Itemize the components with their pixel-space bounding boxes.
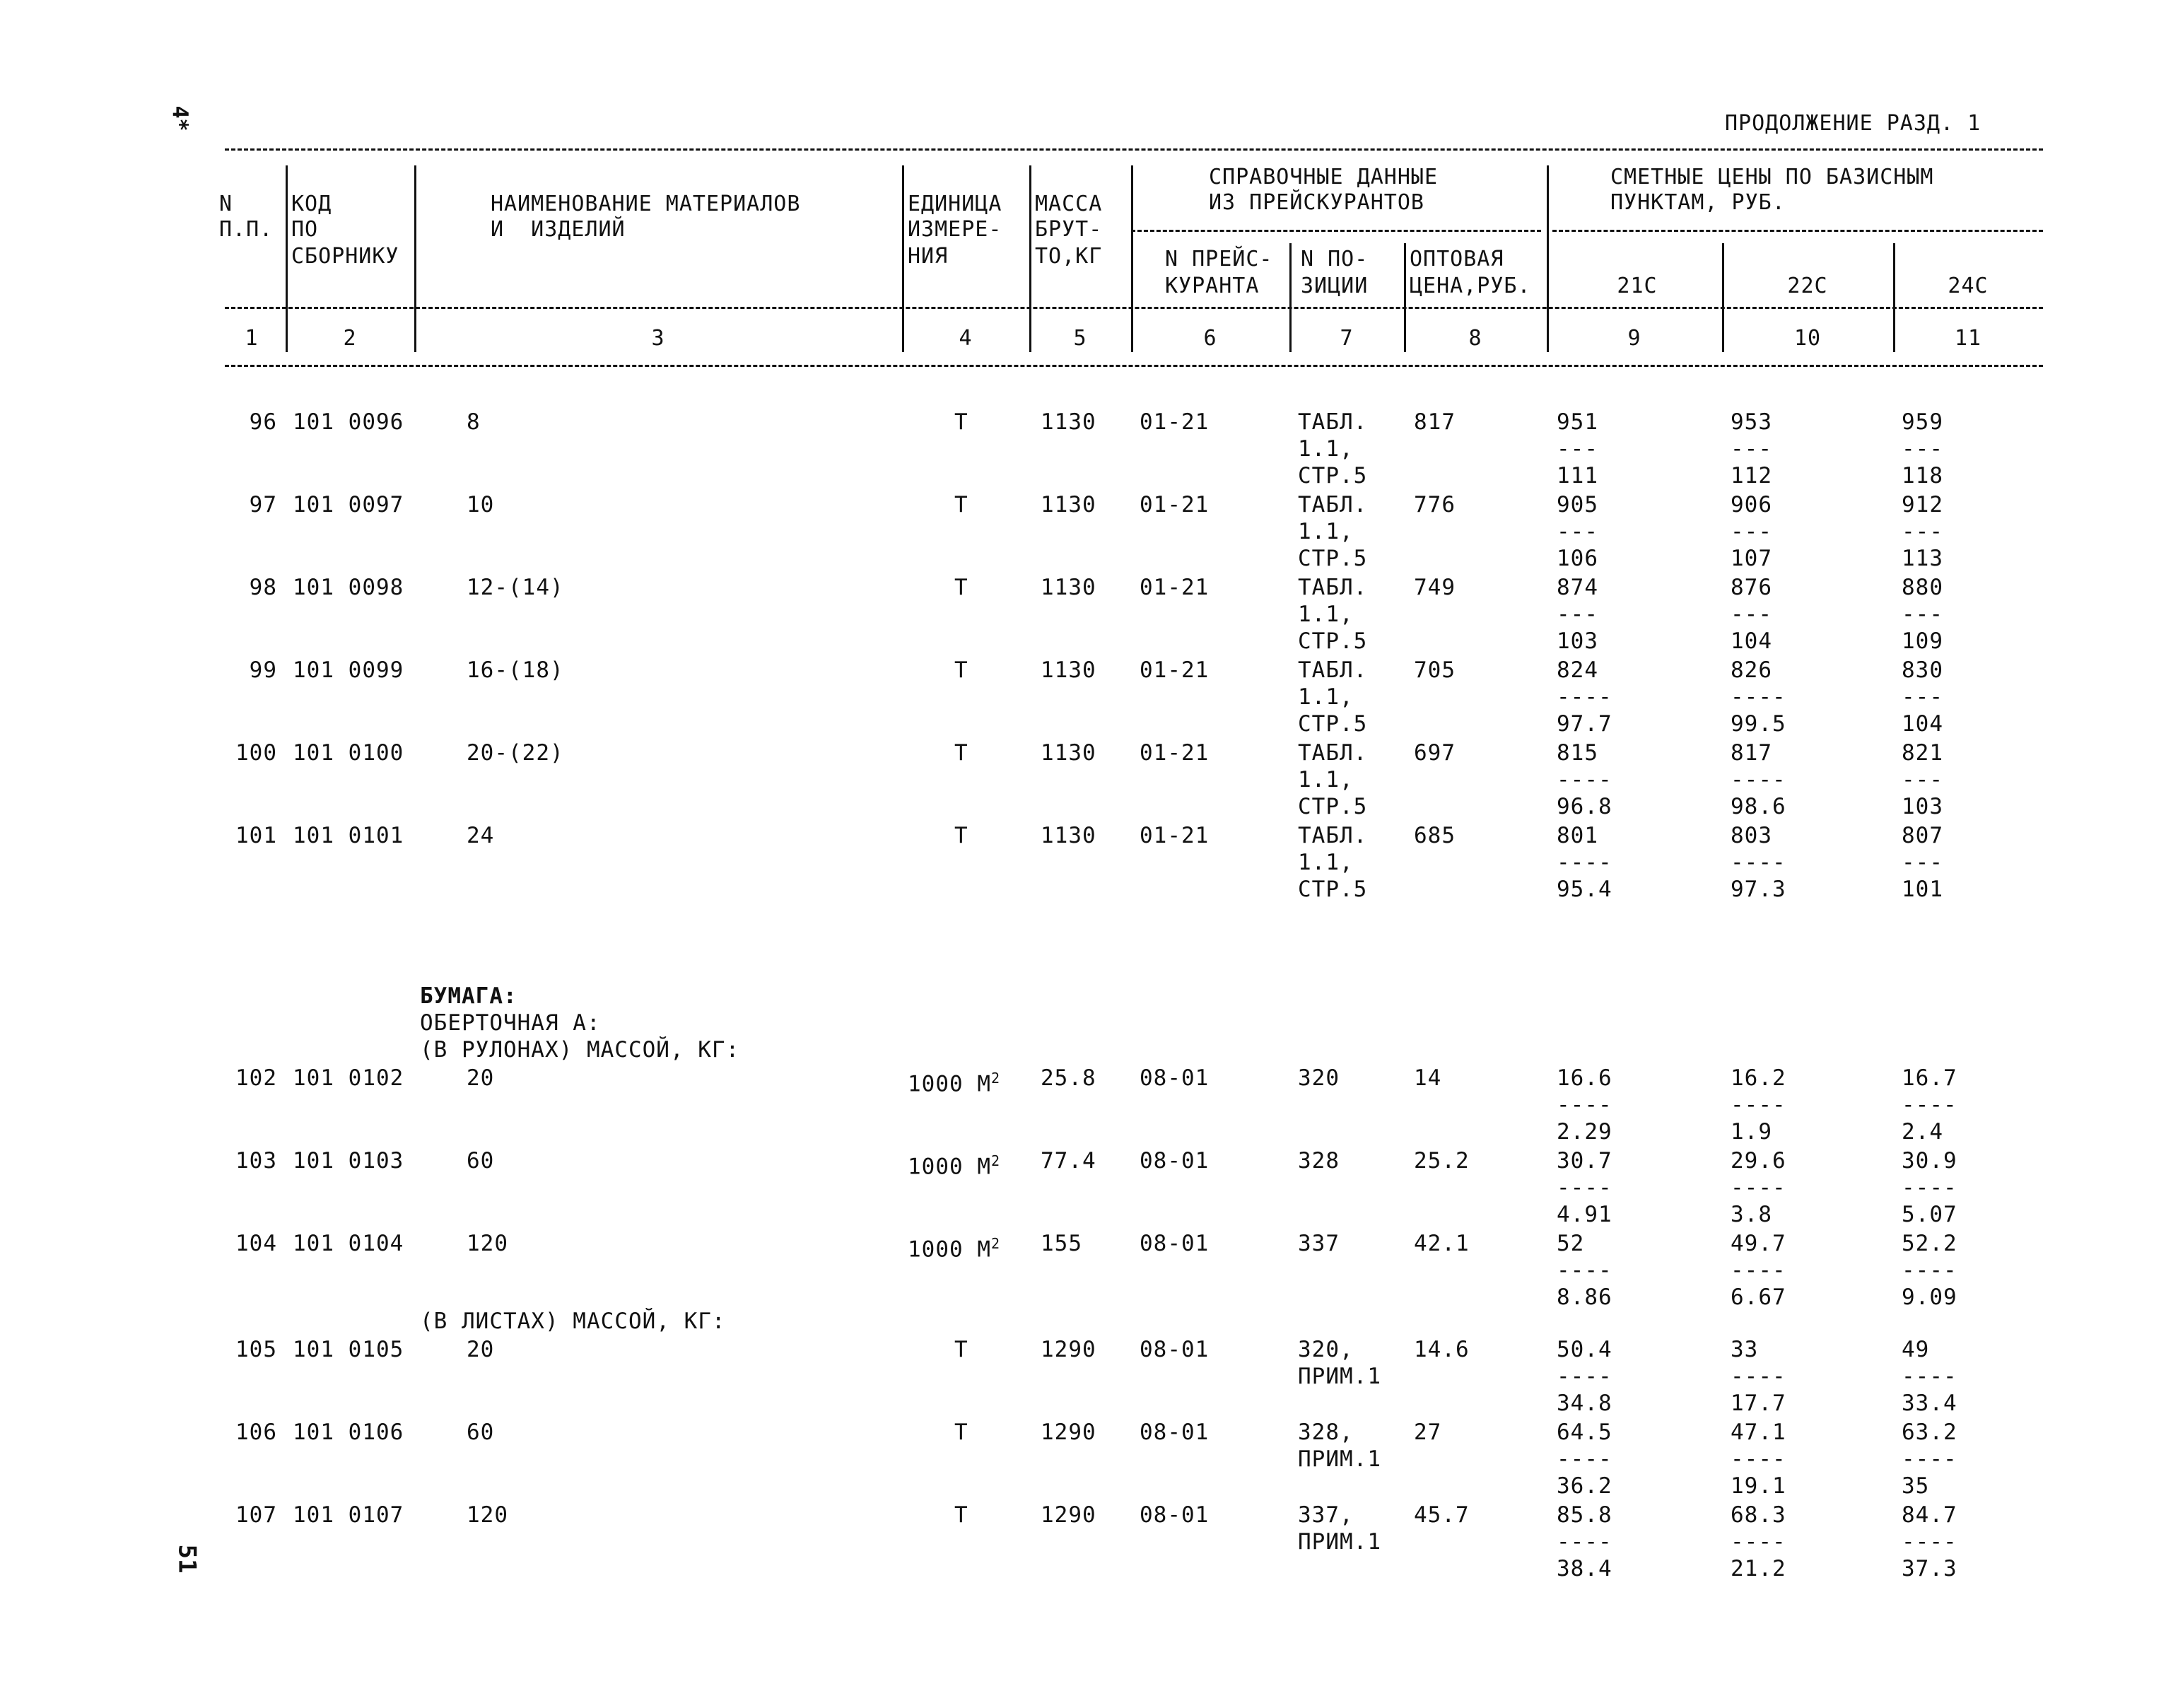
row-mass: 25.8 bbox=[1041, 1065, 1096, 1091]
header-col11: 24С bbox=[1948, 274, 1989, 298]
row-wholesale: 817 bbox=[1414, 409, 1456, 435]
price-24c: 52.2 bbox=[1902, 1231, 1957, 1256]
price-21c: 64.5 bbox=[1557, 1420, 1612, 1445]
price-24c: 5.07 bbox=[1902, 1202, 1957, 1227]
price-21c: ---- bbox=[1557, 767, 1612, 792]
price-24c: --- bbox=[1902, 602, 1943, 627]
row-position: СТР.5 bbox=[1298, 546, 1368, 571]
row-code: 101 0099 bbox=[293, 657, 404, 683]
row-unit: 1000 $М^2$ bbox=[908, 1152, 1001, 1180]
row-price-list: 08-01 bbox=[1140, 1337, 1210, 1362]
row-mass: 1130 bbox=[1041, 740, 1096, 766]
price-24c: 109 bbox=[1902, 628, 1943, 654]
price-22c: 112 bbox=[1731, 463, 1772, 489]
row-number: 103 bbox=[235, 1148, 277, 1174]
price-24c: --- bbox=[1902, 519, 1943, 544]
group-heading-rolls: (В РУЛОНАХ) МАССОЙ, КГ: bbox=[420, 1037, 740, 1063]
row-price-list: 08-01 bbox=[1140, 1420, 1210, 1445]
price-21c: ---- bbox=[1557, 1529, 1612, 1555]
row-price-list: 01-21 bbox=[1140, 492, 1210, 517]
unit-exponent: 2 bbox=[990, 1070, 1001, 1087]
row-position: СТР.5 bbox=[1298, 628, 1368, 654]
price-24c: 30.9 bbox=[1902, 1148, 1957, 1174]
col-number: 11 bbox=[1954, 326, 1982, 351]
price-21c: 815 bbox=[1557, 740, 1598, 766]
price-24c: ---- bbox=[1902, 1258, 1957, 1283]
row-position: 337 bbox=[1298, 1231, 1340, 1256]
price-22c: ---- bbox=[1731, 767, 1786, 792]
price-21c: 2.29 bbox=[1557, 1119, 1612, 1145]
header-col5-line3: ТО,КГ bbox=[1035, 244, 1103, 269]
row-position: 1.1, bbox=[1298, 519, 1354, 544]
price-21c: 16.6 bbox=[1557, 1065, 1612, 1091]
row-number: 105 bbox=[235, 1337, 277, 1362]
row-name: 24 bbox=[467, 823, 495, 848]
row-position: 320, bbox=[1298, 1337, 1354, 1362]
price-21c: ---- bbox=[1557, 1364, 1612, 1389]
row-unit: Т bbox=[954, 823, 968, 848]
price-21c: 4.91 bbox=[1557, 1202, 1612, 1227]
price-24c: 821 bbox=[1902, 740, 1943, 766]
row-number: 98 bbox=[249, 575, 277, 600]
row-number: 96 bbox=[249, 409, 277, 435]
row-wholesale: 27 bbox=[1414, 1420, 1442, 1445]
price-22c: ---- bbox=[1731, 850, 1786, 875]
row-unit: Т bbox=[954, 740, 968, 766]
row-mass: 1290 bbox=[1041, 1337, 1096, 1362]
row-position: СТР.5 bbox=[1298, 794, 1368, 819]
row-price-list: 01-21 bbox=[1140, 409, 1210, 435]
row-position: ТАБЛ. bbox=[1298, 492, 1368, 517]
row-position: 1.1, bbox=[1298, 684, 1354, 710]
row-name: 120 bbox=[467, 1231, 508, 1256]
col-number: 2 bbox=[343, 326, 357, 351]
corner-mark: 4* bbox=[167, 105, 192, 131]
row-wholesale: 14.6 bbox=[1414, 1337, 1470, 1362]
price-22c: ---- bbox=[1731, 684, 1786, 710]
row-unit: 1000 $М^2$ bbox=[908, 1235, 1001, 1263]
price-21c: --- bbox=[1557, 602, 1598, 627]
price-24c: 2.4 bbox=[1902, 1119, 1943, 1145]
header-col2-line2: ПО bbox=[291, 217, 319, 242]
row-position: СТР.5 bbox=[1298, 711, 1368, 737]
price-24c: 830 bbox=[1902, 657, 1943, 683]
row-number: 104 bbox=[235, 1231, 277, 1256]
unit-exponent: 2 bbox=[990, 1152, 1001, 1169]
row-mass: 1290 bbox=[1041, 1420, 1096, 1445]
price-24c: 37.3 bbox=[1902, 1556, 1957, 1581]
header-col1-line1: N bbox=[219, 192, 233, 216]
price-21c: 36.2 bbox=[1557, 1473, 1612, 1499]
header-col7-line2: ЗИЦИИ bbox=[1301, 274, 1369, 298]
row-wholesale: 45.7 bbox=[1414, 1502, 1470, 1528]
price-22c: 19.1 bbox=[1731, 1473, 1786, 1499]
page-number: 51 bbox=[172, 1544, 201, 1574]
row-name: 20 bbox=[467, 1065, 495, 1091]
row-name: 10 bbox=[467, 492, 495, 517]
row-name: 16-(18) bbox=[467, 657, 564, 683]
row-position: ТАБЛ. bbox=[1298, 823, 1368, 848]
row-wholesale: 697 bbox=[1414, 740, 1456, 766]
price-22c: 29.6 bbox=[1731, 1148, 1786, 1174]
price-21c: ---- bbox=[1557, 1258, 1612, 1283]
price-24c: 84.7 bbox=[1902, 1502, 1957, 1528]
row-position: ПРИМ.1 bbox=[1298, 1364, 1381, 1389]
row-position: ПРИМ.1 bbox=[1298, 1446, 1381, 1472]
price-22c: ---- bbox=[1731, 1446, 1786, 1472]
header-col1-line2: П.П. bbox=[219, 217, 274, 242]
header-col4-line2: ИЗМЕРЕ- bbox=[908, 217, 1002, 242]
row-position: ПРИМ.1 bbox=[1298, 1529, 1381, 1555]
price-22c: ---- bbox=[1731, 1175, 1786, 1200]
price-22c: 99.5 bbox=[1731, 711, 1786, 737]
col-number: 4 bbox=[959, 326, 973, 351]
unit-exponent: 2 bbox=[990, 1235, 1001, 1252]
header-col7-line1: N ПО- bbox=[1301, 247, 1369, 271]
price-22c: 16.2 bbox=[1731, 1065, 1786, 1091]
row-mass: 1290 bbox=[1041, 1502, 1096, 1528]
price-21c: --- bbox=[1557, 436, 1598, 462]
price-21c: 103 bbox=[1557, 628, 1598, 654]
col-number: 6 bbox=[1203, 326, 1217, 351]
continuation-label: ПРОДОЛЖЕНИЕ РАЗД. 1 bbox=[1725, 111, 1981, 136]
row-position: СТР.5 bbox=[1298, 463, 1368, 489]
price-21c: 824 bbox=[1557, 657, 1598, 683]
row-unit: Т bbox=[954, 1502, 968, 1528]
price-24c: --- bbox=[1902, 767, 1943, 792]
row-wholesale: 749 bbox=[1414, 575, 1456, 600]
row-position: СТР.5 bbox=[1298, 877, 1368, 902]
col-number: 8 bbox=[1468, 326, 1482, 351]
header-col2-line1: КОД bbox=[291, 192, 332, 216]
header-col3-line2: И ИЗДЕЛИЙ bbox=[491, 217, 626, 242]
price-22c: 47.1 bbox=[1731, 1420, 1786, 1445]
col-number: 1 bbox=[245, 326, 259, 351]
price-24c: 35 bbox=[1902, 1473, 1930, 1499]
row-price-list: 08-01 bbox=[1140, 1502, 1210, 1528]
price-22c: 49.7 bbox=[1731, 1231, 1786, 1256]
price-22c: 104 bbox=[1731, 628, 1772, 654]
price-22c: ---- bbox=[1731, 1092, 1786, 1118]
row-name: 20-(22) bbox=[467, 740, 564, 766]
row-code: 101 0103 bbox=[293, 1148, 404, 1174]
price-21c: 34.8 bbox=[1557, 1391, 1612, 1416]
price-24c: --- bbox=[1902, 684, 1943, 710]
row-wholesale: 14 bbox=[1414, 1065, 1442, 1091]
price-21c: 50.4 bbox=[1557, 1337, 1612, 1362]
price-21c: 111 bbox=[1557, 463, 1598, 489]
price-21c: ---- bbox=[1557, 684, 1612, 710]
price-24c: 9.09 bbox=[1902, 1285, 1957, 1310]
row-code: 101 0102 bbox=[293, 1065, 404, 1091]
row-mass: 1130 bbox=[1041, 657, 1096, 683]
header-price-group-line1: СМЕТНЫЕ ЦЕНЫ ПО БАЗИСНЫМ bbox=[1610, 165, 1934, 189]
price-21c: 874 bbox=[1557, 575, 1598, 600]
price-22c: 906 bbox=[1731, 492, 1772, 517]
row-price-list: 08-01 bbox=[1140, 1065, 1210, 1091]
price-22c: 876 bbox=[1731, 575, 1772, 600]
price-24c: 113 bbox=[1902, 546, 1943, 571]
row-wholesale: 776 bbox=[1414, 492, 1456, 517]
row-code: 101 0097 bbox=[293, 492, 404, 517]
price-22c: 68.3 bbox=[1731, 1502, 1786, 1528]
price-22c: 953 bbox=[1731, 409, 1772, 435]
row-code: 101 0098 bbox=[293, 575, 404, 600]
price-22c: ---- bbox=[1731, 1529, 1786, 1555]
header-ref-group-line1: СПРАВОЧНЫЕ ДАННЫЕ bbox=[1209, 165, 1439, 189]
price-22c: 98.6 bbox=[1731, 794, 1786, 819]
row-name: 8 bbox=[467, 409, 481, 435]
row-price-list: 08-01 bbox=[1140, 1148, 1210, 1174]
col-divider bbox=[1029, 165, 1031, 352]
row-mass: 155 bbox=[1041, 1231, 1082, 1256]
price-24c: 912 bbox=[1902, 492, 1943, 517]
row-code: 101 0101 bbox=[293, 823, 404, 848]
row-mass: 1130 bbox=[1041, 492, 1096, 517]
price-24c: --- bbox=[1902, 850, 1943, 875]
price-24c: 103 bbox=[1902, 794, 1943, 819]
row-name: 120 bbox=[467, 1502, 508, 1528]
row-unit: Т bbox=[954, 492, 968, 517]
col-divider bbox=[286, 165, 288, 352]
price-22c: ---- bbox=[1731, 1364, 1786, 1389]
row-wholesale: 42.1 bbox=[1414, 1231, 1470, 1256]
header-col5-line1: МАССА bbox=[1035, 192, 1103, 216]
col-number: 3 bbox=[651, 326, 665, 351]
header-col6-line1: N ПРЕЙС- bbox=[1165, 247, 1273, 271]
price-24c: 63.2 bbox=[1902, 1420, 1957, 1445]
row-price-list: 01-21 bbox=[1140, 575, 1210, 600]
price-22c: --- bbox=[1731, 436, 1772, 462]
header-top-rule bbox=[225, 148, 2043, 151]
price-24c: 49 bbox=[1902, 1337, 1930, 1362]
row-unit: 1000 $М^2$ bbox=[908, 1070, 1001, 1097]
price-22c: --- bbox=[1731, 519, 1772, 544]
price-21c: 801 bbox=[1557, 823, 1598, 848]
col-divider bbox=[902, 165, 904, 352]
header-col6-line2: КУРАНТА bbox=[1165, 274, 1260, 298]
row-position: 1.1, bbox=[1298, 850, 1354, 875]
col-divider bbox=[1547, 165, 1549, 352]
price-24c: ---- bbox=[1902, 1364, 1957, 1389]
header-price-group-line2: ПУНКТАМ, РУБ. bbox=[1610, 190, 1786, 215]
row-mass: 1130 bbox=[1041, 823, 1096, 848]
row-position: ТАБЛ. bbox=[1298, 740, 1368, 766]
row-unit: Т bbox=[954, 409, 968, 435]
price-21c: 8.86 bbox=[1557, 1285, 1612, 1310]
price-22c: 826 bbox=[1731, 657, 1772, 683]
row-unit: Т bbox=[954, 1337, 968, 1362]
row-position: 320 bbox=[1298, 1065, 1340, 1091]
row-position: ТАБЛ. bbox=[1298, 657, 1368, 683]
row-position: 328 bbox=[1298, 1148, 1340, 1174]
row-position: ТАБЛ. bbox=[1298, 575, 1368, 600]
row-unit: Т bbox=[954, 1420, 968, 1445]
price-22c: 107 bbox=[1731, 546, 1772, 571]
price-24c: 33.4 bbox=[1902, 1391, 1957, 1416]
row-wholesale: 705 bbox=[1414, 657, 1456, 683]
row-price-list: 08-01 bbox=[1140, 1231, 1210, 1256]
row-name: 12-(14) bbox=[467, 575, 564, 600]
price-21c: 905 bbox=[1557, 492, 1598, 517]
row-number: 97 bbox=[249, 492, 277, 517]
header-col5-line2: БРУТ- bbox=[1035, 217, 1103, 242]
row-number: 101 bbox=[235, 823, 277, 848]
price-22c: 21.2 bbox=[1731, 1556, 1786, 1581]
row-mass: 1130 bbox=[1041, 575, 1096, 600]
header-ref-group-line2: ИЗ ПРЕЙСКУРАНТОВ bbox=[1209, 190, 1424, 215]
header-mid-rule bbox=[225, 307, 2043, 309]
col-number: 5 bbox=[1073, 326, 1087, 351]
price-21c: ---- bbox=[1557, 850, 1612, 875]
price-22c: ---- bbox=[1731, 1258, 1786, 1283]
price-24c: 16.7 bbox=[1902, 1065, 1957, 1091]
row-name: 20 bbox=[467, 1337, 495, 1362]
section-title: БУМАГА: bbox=[420, 983, 517, 1009]
row-position: 1.1, bbox=[1298, 436, 1354, 462]
price-22c: 33 bbox=[1731, 1337, 1759, 1362]
price-22c: 1.9 bbox=[1731, 1119, 1772, 1145]
price-22c: --- bbox=[1731, 602, 1772, 627]
row-code: 101 0096 bbox=[293, 409, 404, 435]
row-unit: Т bbox=[954, 657, 968, 683]
header-col3-line1: НАИМЕНОВАНИЕ МАТЕРИАЛОВ bbox=[491, 192, 801, 216]
price-24c: 807 bbox=[1902, 823, 1943, 848]
price-21c: ---- bbox=[1557, 1175, 1612, 1200]
row-code: 101 0105 bbox=[293, 1337, 404, 1362]
row-price-list: 01-21 bbox=[1140, 657, 1210, 683]
price-22c: 6.67 bbox=[1731, 1285, 1786, 1310]
row-position: 1.1, bbox=[1298, 602, 1354, 627]
row-unit: Т bbox=[954, 575, 968, 600]
price-21c: 106 bbox=[1557, 546, 1598, 571]
header-col8-line1: ОПТОВАЯ bbox=[1410, 247, 1504, 271]
price-21c: ---- bbox=[1557, 1446, 1612, 1472]
row-number: 99 bbox=[249, 657, 277, 683]
price-24c: ---- bbox=[1902, 1175, 1957, 1200]
row-price-list: 01-21 bbox=[1140, 740, 1210, 766]
price-24c: ---- bbox=[1902, 1092, 1957, 1118]
row-name: 60 bbox=[467, 1148, 495, 1174]
header-col4-line1: ЕДИНИЦА bbox=[908, 192, 1002, 216]
price-21c: 30.7 bbox=[1557, 1148, 1612, 1174]
row-position: 328, bbox=[1298, 1420, 1354, 1445]
header-col8-line2: ЦЕНА,РУБ. bbox=[1410, 274, 1531, 298]
price-21c: 96.8 bbox=[1557, 794, 1612, 819]
price-24c: 104 bbox=[1902, 711, 1943, 737]
price-21c: --- bbox=[1557, 519, 1598, 544]
price-24c: ---- bbox=[1902, 1446, 1957, 1472]
ref-group-rule bbox=[1131, 230, 1541, 232]
row-number: 107 bbox=[235, 1502, 277, 1528]
header-col2-line3: СБОРНИКУ bbox=[291, 244, 399, 269]
header-col10: 22С bbox=[1787, 274, 1828, 298]
price-21c: 38.4 bbox=[1557, 1556, 1612, 1581]
price-21c: 85.8 bbox=[1557, 1502, 1612, 1528]
price-22c: 97.3 bbox=[1731, 877, 1786, 902]
price-24c: 880 bbox=[1902, 575, 1943, 600]
col-divider bbox=[414, 165, 416, 352]
price-22c: 803 bbox=[1731, 823, 1772, 848]
section-subtitle: ОБЕРТОЧНАЯ А: bbox=[420, 1010, 601, 1036]
header-col9: 21С bbox=[1617, 274, 1658, 298]
row-number: 102 bbox=[235, 1065, 277, 1091]
row-mass: 1130 bbox=[1041, 409, 1096, 435]
row-number: 100 bbox=[235, 740, 277, 766]
price-24c: ---- bbox=[1902, 1529, 1957, 1555]
price-24c: 101 bbox=[1902, 877, 1943, 902]
row-position: 337, bbox=[1298, 1502, 1354, 1528]
price-24c: 118 bbox=[1902, 463, 1943, 489]
row-wholesale: 685 bbox=[1414, 823, 1456, 848]
price-21c: 951 bbox=[1557, 409, 1598, 435]
price-22c: 817 bbox=[1731, 740, 1772, 766]
price-21c: 52 bbox=[1557, 1231, 1585, 1256]
header-col4-line3: НИЯ bbox=[908, 244, 949, 269]
row-code: 101 0104 bbox=[293, 1231, 404, 1256]
price-22c: 3.8 bbox=[1731, 1202, 1772, 1227]
group-heading-sheets: (В ЛИСТАХ) МАССОЙ, КГ: bbox=[420, 1309, 726, 1334]
col-divider bbox=[1131, 165, 1133, 352]
row-position: ТАБЛ. bbox=[1298, 409, 1368, 435]
price-21c: 97.7 bbox=[1557, 711, 1612, 737]
price-21c: ---- bbox=[1557, 1092, 1612, 1118]
row-wholesale: 25.2 bbox=[1414, 1148, 1470, 1174]
col-number: 7 bbox=[1340, 326, 1354, 351]
header-bottom-rule bbox=[225, 365, 2043, 367]
row-position: 1.1, bbox=[1298, 767, 1354, 792]
col-number: 10 bbox=[1793, 326, 1822, 351]
price-22c: 17.7 bbox=[1731, 1391, 1786, 1416]
col-number: 9 bbox=[1627, 326, 1641, 351]
price-24c: 959 bbox=[1902, 409, 1943, 435]
price-24c: --- bbox=[1902, 436, 1943, 462]
row-mass: 77.4 bbox=[1041, 1148, 1096, 1174]
row-code: 101 0100 bbox=[293, 740, 404, 766]
row-price-list: 01-21 bbox=[1140, 823, 1210, 848]
row-number: 106 bbox=[235, 1420, 277, 1445]
price-group-rule bbox=[1552, 230, 2043, 232]
price-21c: 95.4 bbox=[1557, 877, 1612, 902]
row-code: 101 0107 bbox=[293, 1502, 404, 1528]
row-code: 101 0106 bbox=[293, 1420, 404, 1445]
row-name: 60 bbox=[467, 1420, 495, 1445]
